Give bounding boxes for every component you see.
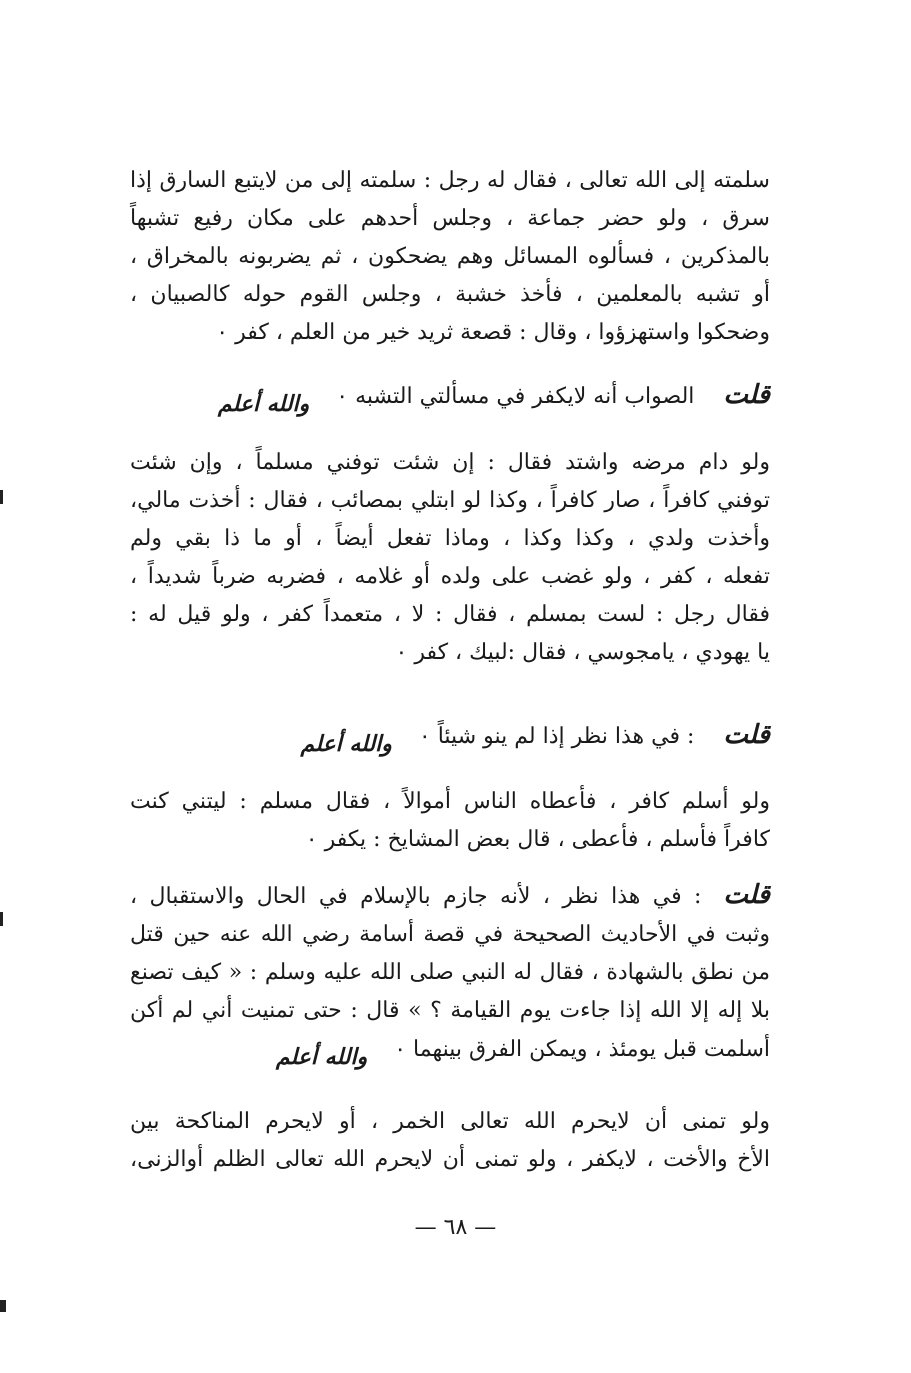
text-line: الأخ والأخت ، لايكفر ، ولو تمنى أن لايحرم الله تعالى الظلم أوالزنى، <box>130 1147 770 1172</box>
text-line: ولو دام مرضه واشتد فقال : إن شئت توفني مسلماً ، وإن شئت <box>130 450 770 475</box>
text-line: بالمذكرين ، فسألوه المسائل وهم يضحكون ، ثم يضربونه بالمخراق ، <box>130 244 770 269</box>
paragraph-1 <box>130 162 770 352</box>
text-line: وثبت في الأحاديث الصحيحة في قصة أسامة رضي الله عنه حين قتل <box>130 922 770 947</box>
note-closing: والله أعلم <box>300 731 392 757</box>
note-label: قلت <box>723 380 770 410</box>
note-3 <box>130 876 770 1069</box>
text-line: بلا إله إلا الله إذا جاءت يوم القيامة ؟ » قال : حتى تمنيت أني لم أكن <box>130 998 770 1023</box>
paragraph-4 <box>130 1103 770 1179</box>
note-label: قلت <box>723 720 770 750</box>
text-line: سرق ، ولو حضر جماعة ، وجلس أحدهم على مكان رفيع تشبهاً <box>130 206 770 231</box>
text-line: أو تشبه بالمعلمين ، فأخذ خشبة ، وجلس القوم حوله كالصبيان ، <box>130 282 770 307</box>
page-number: — ٦٨ — <box>414 1215 497 1240</box>
text-line: تفعله ، كفر ، ولو غضب على ولده أو غلامه ، فضربه ضرباً شديداً ، <box>130 564 770 589</box>
note-text: الصواب أنه لايكفر في مسألتي التشبه ٠ <box>336 384 695 409</box>
text-line: فقال رجل : لست بمسلم ، فقال : لا ، متعمداً كفر ، ولو قيل له : <box>130 602 770 627</box>
note-closing: والله أعلم <box>275 1044 368 1070</box>
text-line: ولو أسلم كافر ، فأعطاه الناس أموالاً ، فقال مسلم : ليتني كنت <box>130 789 770 814</box>
note-text: : في هذا نظر ، لأنه جازم بالإسلام في الحال والاستقبال ، <box>130 884 702 909</box>
text-line: من نطق بالشهادة ، فقال له النبي صلى الله عليه وسلم : « كيف تصنع <box>130 960 770 985</box>
text-line: وأخذت ولدي ، وكذا وكذا ، وماذا تفعل أيضاً ، أو ما ذا بقي ولم <box>130 526 770 551</box>
text-line: أسلمت قبل يومئذ ، ويمكن الفرق بينهما ٠ <box>394 1037 770 1062</box>
scan-edge-mark <box>0 1300 6 1312</box>
note-closing: والله أعلم <box>217 391 310 417</box>
note-last-line <box>130 1030 770 1069</box>
scan-edge-mark <box>0 490 3 504</box>
text-line: ولو تمنى أن لايحرم الله تعالى الخمر ، أو لايحرم المناكحة بين <box>130 1109 770 1134</box>
note-2 <box>130 716 770 756</box>
paragraph-3 <box>130 783 770 859</box>
note-label: قلت <box>723 880 770 910</box>
text-line: سلمته إلى الله تعالى ، فقال له رجل : سلمته إلى من لايتبع السارق إذا <box>130 168 770 193</box>
note-text: : في هذا نظر إذا لم ينو شيئاً ٠ <box>418 724 695 749</box>
scan-edge-mark <box>0 912 3 926</box>
text-line: يا يهودي ، يامجوسي ، فقال :لبيك ، كفر ٠ <box>395 640 770 665</box>
paragraph-2 <box>130 444 770 672</box>
note-1 <box>130 376 770 416</box>
note-first-line <box>130 876 770 916</box>
text-line: وضحكوا واستهزؤوا ، وقال : قصعة ثريد خير من العلم ، كفر ٠ <box>216 320 770 345</box>
text-line: كافراً فأسلم ، فأعطى ، قال بعض المشايخ : يكفر ٠ <box>305 827 770 852</box>
text-line: توفني كافراً ، صار كافراً ، وكذا لو ابتلي بمصائب ، فقال : أخذت مالي، <box>130 488 770 513</box>
